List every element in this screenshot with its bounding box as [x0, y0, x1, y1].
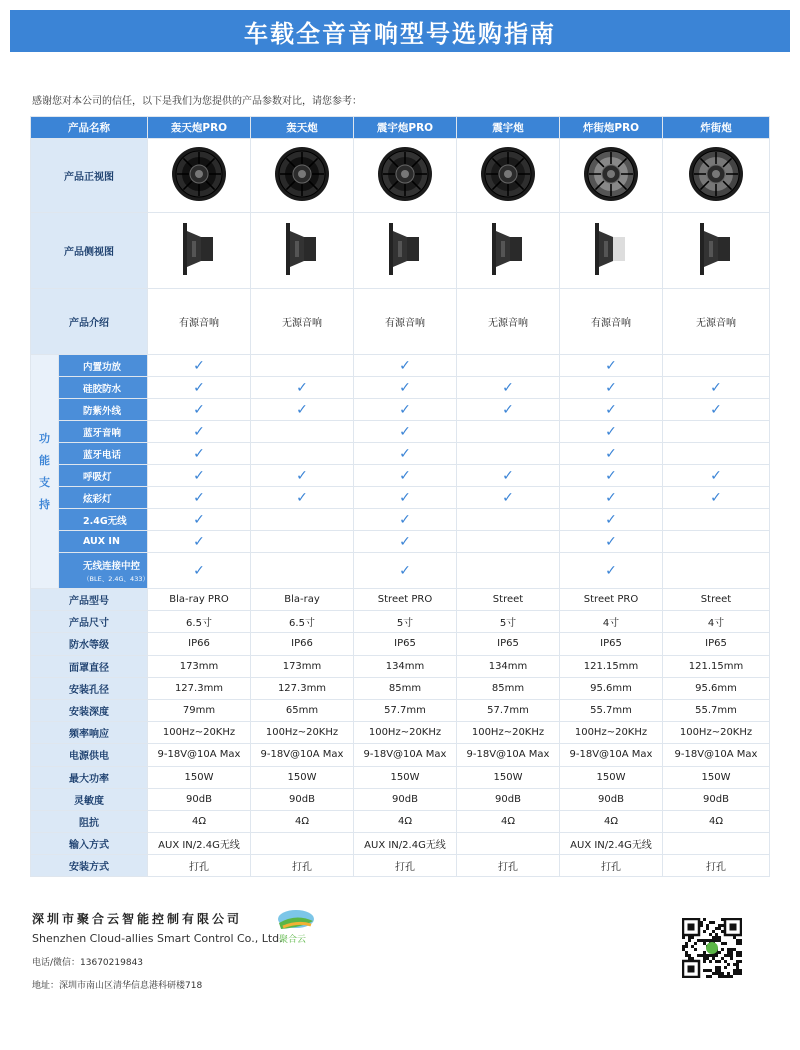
feature-check-cell [457, 465, 560, 487]
spec-row [31, 611, 770, 633]
check-icon: ✓ [193, 489, 205, 506]
header-label: 产品名称 [31, 117, 148, 139]
feature-check-cell [148, 531, 251, 553]
feature-check-cell [560, 377, 663, 399]
feature-check-cell [457, 531, 560, 553]
spec-value: 打孔 [251, 855, 354, 877]
feature-label [59, 509, 148, 531]
feature-row [31, 443, 770, 465]
check-icon: ✓ [399, 511, 411, 528]
check-icon: ✓ [296, 489, 308, 506]
spec-value: 55.7mm [663, 699, 770, 721]
check-icon: ✓ [605, 467, 617, 484]
feature-label [59, 531, 148, 553]
spec-value: 90dB [251, 788, 354, 810]
spec-value: IP65 [663, 633, 770, 655]
feature-check-cell [560, 443, 663, 465]
spec-value: 9-18V@10A Max [354, 744, 457, 766]
feature-row [31, 531, 770, 553]
front-view-cell [148, 139, 251, 213]
spec-value: 65mm [251, 699, 354, 721]
feature-check-cell [457, 487, 560, 509]
speaker-side-icon [591, 219, 631, 279]
spec-value: 打孔 [148, 855, 251, 877]
product-name: 炸街炮PRO [560, 117, 663, 139]
spec-value: 127.3mm [251, 677, 354, 699]
speaker-side-icon [282, 219, 322, 279]
feature-check-cell [251, 509, 354, 531]
intro-text: 感谢您对本公司的信任，以下是我们为您提供的产品参数对比，请您参考： [32, 96, 362, 107]
feature-check-cell [354, 531, 457, 553]
check-icon: ✓ [605, 379, 617, 396]
company-name-en: Shenzhen Cloud-allies Smart Control Co., Ltd. [32, 932, 283, 945]
spec-value: 5寸 [457, 611, 560, 633]
spec-value: 121.15mm [663, 655, 770, 677]
feature-check-cell [663, 531, 770, 553]
front-view-row [31, 139, 770, 213]
feature-check-cell [251, 399, 354, 421]
feature-check-cell [354, 509, 457, 531]
feature-check-cell [251, 531, 354, 553]
feature-check-cell [251, 377, 354, 399]
spec-value: Street PRO [354, 589, 457, 611]
feature-check-cell [251, 355, 354, 377]
spec-label: 安装深度 [31, 699, 148, 721]
check-icon: ✓ [710, 467, 722, 484]
spec-value: 134mm [354, 655, 457, 677]
check-icon: ✓ [710, 489, 722, 506]
front-view-cell [457, 139, 560, 213]
feature-check-cell [457, 553, 560, 589]
spec-value: 4Ω [148, 810, 251, 832]
spec-value: 4Ω [457, 810, 560, 832]
spec-value: IP65 [457, 633, 560, 655]
feature-group-char: 能 [39, 453, 50, 467]
spec-value: IP66 [251, 633, 354, 655]
spec-row [31, 810, 770, 832]
spec-label: 灵敏度 [31, 788, 148, 810]
feature-name: 蓝牙音响 [83, 427, 122, 439]
speaker-front-icon [377, 146, 433, 202]
feature-check-cell [560, 355, 663, 377]
feature-check-cell [354, 553, 457, 589]
feature-name: 蓝牙电话 [83, 449, 122, 461]
row-label: 产品介绍 [31, 289, 148, 355]
spec-row [31, 788, 770, 810]
feature-check-cell [148, 465, 251, 487]
check-icon: ✓ [399, 489, 411, 506]
intro-value: 无源音响 [663, 289, 770, 355]
feature-check-cell [457, 509, 560, 531]
check-icon: ✓ [399, 401, 411, 418]
feature-check-cell [663, 487, 770, 509]
feature-label [59, 465, 148, 487]
check-icon: ✓ [193, 401, 205, 418]
header-row [31, 117, 770, 139]
feature-label [59, 399, 148, 421]
feature-check-cell [251, 421, 354, 443]
feature-check-cell [148, 487, 251, 509]
spec-label: 安装孔径 [31, 677, 148, 699]
side-view-cell [251, 213, 354, 289]
speaker-side-icon [385, 219, 425, 279]
feature-check-cell [663, 355, 770, 377]
feature-check-cell [560, 553, 663, 589]
speaker-front-icon [480, 146, 536, 202]
feature-check-cell [663, 553, 770, 589]
logo-text: 聚合云 [279, 935, 307, 945]
feature-check-cell [560, 509, 663, 531]
check-icon: ✓ [193, 562, 205, 579]
front-view-cell [560, 139, 663, 213]
feature-row [31, 377, 770, 399]
intro-value: 有源音响 [148, 289, 251, 355]
spec-value: 100Hz~20KHz [251, 722, 354, 744]
spec-value: 100Hz~20KHz [354, 722, 457, 744]
feature-name: 内置功放 [83, 361, 122, 373]
feature-check-cell [251, 443, 354, 465]
check-icon: ✓ [605, 533, 617, 550]
feature-row [31, 355, 770, 377]
spec-row [31, 589, 770, 611]
spec-value: Bla-ray [251, 589, 354, 611]
spec-value [457, 833, 560, 855]
spec-label: 频率响应 [31, 722, 148, 744]
feature-check-cell [354, 465, 457, 487]
check-icon: ✓ [710, 401, 722, 418]
spec-value: 100Hz~20KHz [148, 722, 251, 744]
check-icon: ✓ [399, 445, 411, 462]
speaker-side-icon [488, 219, 528, 279]
spec-value: 9-18V@10A Max [148, 744, 251, 766]
feature-check-cell [663, 443, 770, 465]
spec-label: 产品型号 [31, 589, 148, 611]
spec-value: Street PRO [560, 589, 663, 611]
feature-name: AUX IN [83, 536, 120, 547]
feature-note: （BLE、2.4G、433） [83, 575, 149, 583]
spec-value: IP65 [560, 633, 663, 655]
feature-check-cell [457, 377, 560, 399]
spec-value: 150W [354, 766, 457, 788]
speaker-side-icon [696, 219, 736, 279]
spec-value: 121.15mm [560, 655, 663, 677]
qr-code-icon [682, 918, 742, 978]
check-icon: ✓ [296, 379, 308, 396]
feature-check-cell [457, 355, 560, 377]
spec-value: 150W [663, 766, 770, 788]
feature-row [31, 553, 770, 589]
feature-group-char: 功 [39, 431, 50, 445]
feature-name: 硅胶防水 [83, 383, 122, 395]
check-icon: ✓ [605, 489, 617, 506]
feature-check-cell [148, 553, 251, 589]
feature-check-cell [457, 443, 560, 465]
spec-value: 150W [148, 766, 251, 788]
speaker-front-icon [171, 146, 227, 202]
spec-value: 100Hz~20KHz [560, 722, 663, 744]
address: 地址：深圳市南山区清华信息港科研楼718 [32, 981, 203, 991]
spec-value: 150W [251, 766, 354, 788]
speaker-side-icon [179, 219, 219, 279]
spec-value: 79mm [148, 699, 251, 721]
spec-value: 57.7mm [354, 699, 457, 721]
spec-value [251, 833, 354, 855]
check-icon: ✓ [605, 423, 617, 440]
company-info [32, 910, 283, 945]
speaker-front-icon [688, 146, 744, 202]
spec-label: 产品尺寸 [31, 611, 148, 633]
check-icon: ✓ [193, 445, 205, 462]
spec-row [31, 655, 770, 677]
spec-value: 9-18V@10A Max [663, 744, 770, 766]
spec-value: 4Ω [354, 810, 457, 832]
front-view-cell [663, 139, 770, 213]
feature-check-cell [354, 421, 457, 443]
check-icon: ✓ [502, 401, 514, 418]
spec-value: AUX IN/2.4G无线 [560, 833, 663, 855]
spec-value: 4Ω [560, 810, 663, 832]
feature-check-cell [560, 487, 663, 509]
spec-value: 90dB [148, 788, 251, 810]
spec-value: 打孔 [457, 855, 560, 877]
spec-row [31, 744, 770, 766]
spec-value: 6.5寸 [148, 611, 251, 633]
company-name-cn: 深圳市聚合云智能控制有限公司 [32, 912, 243, 926]
spec-value: 173mm [148, 655, 251, 677]
feature-check-cell [148, 399, 251, 421]
spec-value: 90dB [663, 788, 770, 810]
spec-value: AUX IN/2.4G无线 [148, 833, 251, 855]
row-label: 产品正视图 [31, 139, 148, 213]
spec-value: 5寸 [354, 611, 457, 633]
product-name: 轰天炮 [251, 117, 354, 139]
feature-group-label [31, 355, 59, 589]
spec-row [31, 677, 770, 699]
feature-name: 无线连接中控 [83, 561, 141, 572]
spec-row [31, 766, 770, 788]
check-icon: ✓ [399, 533, 411, 550]
spec-value: 打孔 [560, 855, 663, 877]
side-view-cell [663, 213, 770, 289]
contact-phone: 电话/微信：13670219843 [32, 958, 144, 968]
feature-name: 炫彩灯 [83, 493, 112, 505]
intro-value: 有源音响 [560, 289, 663, 355]
spec-value: 85mm [354, 677, 457, 699]
spec-label: 安装方式 [31, 855, 148, 877]
spec-value: 90dB [354, 788, 457, 810]
feature-label [59, 421, 148, 443]
check-icon: ✓ [502, 467, 514, 484]
side-view-cell [148, 213, 251, 289]
check-icon: ✓ [193, 511, 205, 528]
speaker-front-icon [583, 146, 639, 202]
feature-check-cell [354, 487, 457, 509]
feature-check-cell [354, 355, 457, 377]
spec-label: 输入方式 [31, 833, 148, 855]
side-view-cell [560, 213, 663, 289]
spec-value: 95.6mm [560, 677, 663, 699]
feature-check-cell [148, 421, 251, 443]
feature-check-cell [251, 465, 354, 487]
spec-value: 90dB [560, 788, 663, 810]
feature-check-cell [663, 377, 770, 399]
check-icon: ✓ [399, 467, 411, 484]
spec-value: 9-18V@10A Max [560, 744, 663, 766]
side-view-row [31, 213, 770, 289]
check-icon: ✓ [193, 357, 205, 374]
spec-value: 57.7mm [457, 699, 560, 721]
feature-row [31, 399, 770, 421]
intro-value: 无源音响 [457, 289, 560, 355]
check-icon: ✓ [710, 379, 722, 396]
comparison-table [30, 116, 770, 877]
intro-value: 无源音响 [251, 289, 354, 355]
feature-check-cell [457, 399, 560, 421]
check-icon: ✓ [605, 401, 617, 418]
spec-row [31, 722, 770, 744]
feature-check-cell [251, 553, 354, 589]
feature-check-cell [354, 443, 457, 465]
spec-value: 150W [457, 766, 560, 788]
check-icon: ✓ [399, 562, 411, 579]
spec-value: IP66 [148, 633, 251, 655]
spec-value: 4寸 [663, 611, 770, 633]
spec-value: 95.6mm [663, 677, 770, 699]
side-view-cell [354, 213, 457, 289]
speaker-front-icon [274, 146, 330, 202]
feature-label [59, 553, 148, 589]
feature-check-cell [251, 487, 354, 509]
spec-label: 防水等级 [31, 633, 148, 655]
feature-label [59, 377, 148, 399]
feature-label [59, 355, 148, 377]
feature-check-cell [148, 443, 251, 465]
page-title: 车载全音音响型号选购指南 [10, 10, 790, 52]
spec-label: 电源供电 [31, 744, 148, 766]
front-view-cell [354, 139, 457, 213]
check-icon: ✓ [296, 401, 308, 418]
spec-value: Bla-ray PRO [148, 589, 251, 611]
spec-value: 150W [560, 766, 663, 788]
feature-check-cell [663, 421, 770, 443]
spec-value: 打孔 [354, 855, 457, 877]
check-icon: ✓ [605, 445, 617, 462]
check-icon: ✓ [399, 423, 411, 440]
check-icon: ✓ [193, 467, 205, 484]
feature-check-cell [457, 421, 560, 443]
product-name: 炸街炮 [663, 117, 770, 139]
feature-check-cell [560, 421, 663, 443]
spec-value: 90dB [457, 788, 560, 810]
feature-check-cell [663, 509, 770, 531]
feature-check-cell [148, 377, 251, 399]
check-icon: ✓ [193, 423, 205, 440]
feature-check-cell [148, 355, 251, 377]
product-name: 轰天炮PRO [148, 117, 251, 139]
spec-value: 9-18V@10A Max [457, 744, 560, 766]
spec-value: 85mm [457, 677, 560, 699]
spec-value: Street [663, 589, 770, 611]
check-icon: ✓ [193, 379, 205, 396]
feature-row [31, 421, 770, 443]
feature-check-cell [663, 399, 770, 421]
feature-check-cell [560, 465, 663, 487]
spec-value: 100Hz~20KHz [663, 722, 770, 744]
spec-value: 100Hz~20KHz [457, 722, 560, 744]
product-name: 震宇炮 [457, 117, 560, 139]
feature-check-cell [560, 531, 663, 553]
spec-row [31, 855, 770, 877]
spec-value: 134mm [457, 655, 560, 677]
spec-row [31, 633, 770, 655]
spec-value: 4Ω [663, 810, 770, 832]
feature-group-char: 持 [39, 497, 50, 511]
product-name: 震宇炮PRO [354, 117, 457, 139]
side-view-cell [457, 213, 560, 289]
spec-value: 6.5寸 [251, 611, 354, 633]
check-icon: ✓ [605, 357, 617, 374]
spec-row [31, 833, 770, 855]
check-icon: ✓ [605, 511, 617, 528]
row-label: 产品侧视图 [31, 213, 148, 289]
spec-value [663, 833, 770, 855]
feature-row [31, 465, 770, 487]
check-icon: ✓ [502, 379, 514, 396]
spec-value: 55.7mm [560, 699, 663, 721]
feature-row [31, 487, 770, 509]
check-icon: ✓ [399, 357, 411, 374]
feature-name: 呼吸灯 [83, 471, 112, 483]
check-icon: ✓ [296, 467, 308, 484]
feature-check-cell [663, 465, 770, 487]
spec-label: 最大功率 [31, 766, 148, 788]
intro-row [31, 289, 770, 355]
feature-check-cell [354, 377, 457, 399]
intro-value: 有源音响 [354, 289, 457, 355]
check-icon: ✓ [605, 562, 617, 579]
check-icon: ✓ [502, 489, 514, 506]
spec-value: 127.3mm [148, 677, 251, 699]
feature-label [59, 487, 148, 509]
spec-value: 4寸 [560, 611, 663, 633]
spec-value: Street [457, 589, 560, 611]
spec-value: 173mm [251, 655, 354, 677]
feature-check-cell [354, 399, 457, 421]
spec-value: AUX IN/2.4G无线 [354, 833, 457, 855]
spec-value: 打孔 [663, 855, 770, 877]
spec-row [31, 699, 770, 721]
feature-check-cell [560, 399, 663, 421]
feature-label [59, 443, 148, 465]
spec-value: 4Ω [251, 810, 354, 832]
feature-name: 2.4G无线 [83, 515, 127, 527]
check-icon: ✓ [193, 533, 205, 550]
spec-label: 阻抗 [31, 810, 148, 832]
spec-value: 9-18V@10A Max [251, 744, 354, 766]
feature-group-char: 支 [39, 475, 50, 489]
feature-row [31, 509, 770, 531]
spec-value: IP65 [354, 633, 457, 655]
front-view-cell [251, 139, 354, 213]
check-icon: ✓ [399, 379, 411, 396]
spec-label: 面罩直径 [31, 655, 148, 677]
feature-name: 防紫外线 [83, 405, 122, 417]
feature-check-cell [148, 509, 251, 531]
